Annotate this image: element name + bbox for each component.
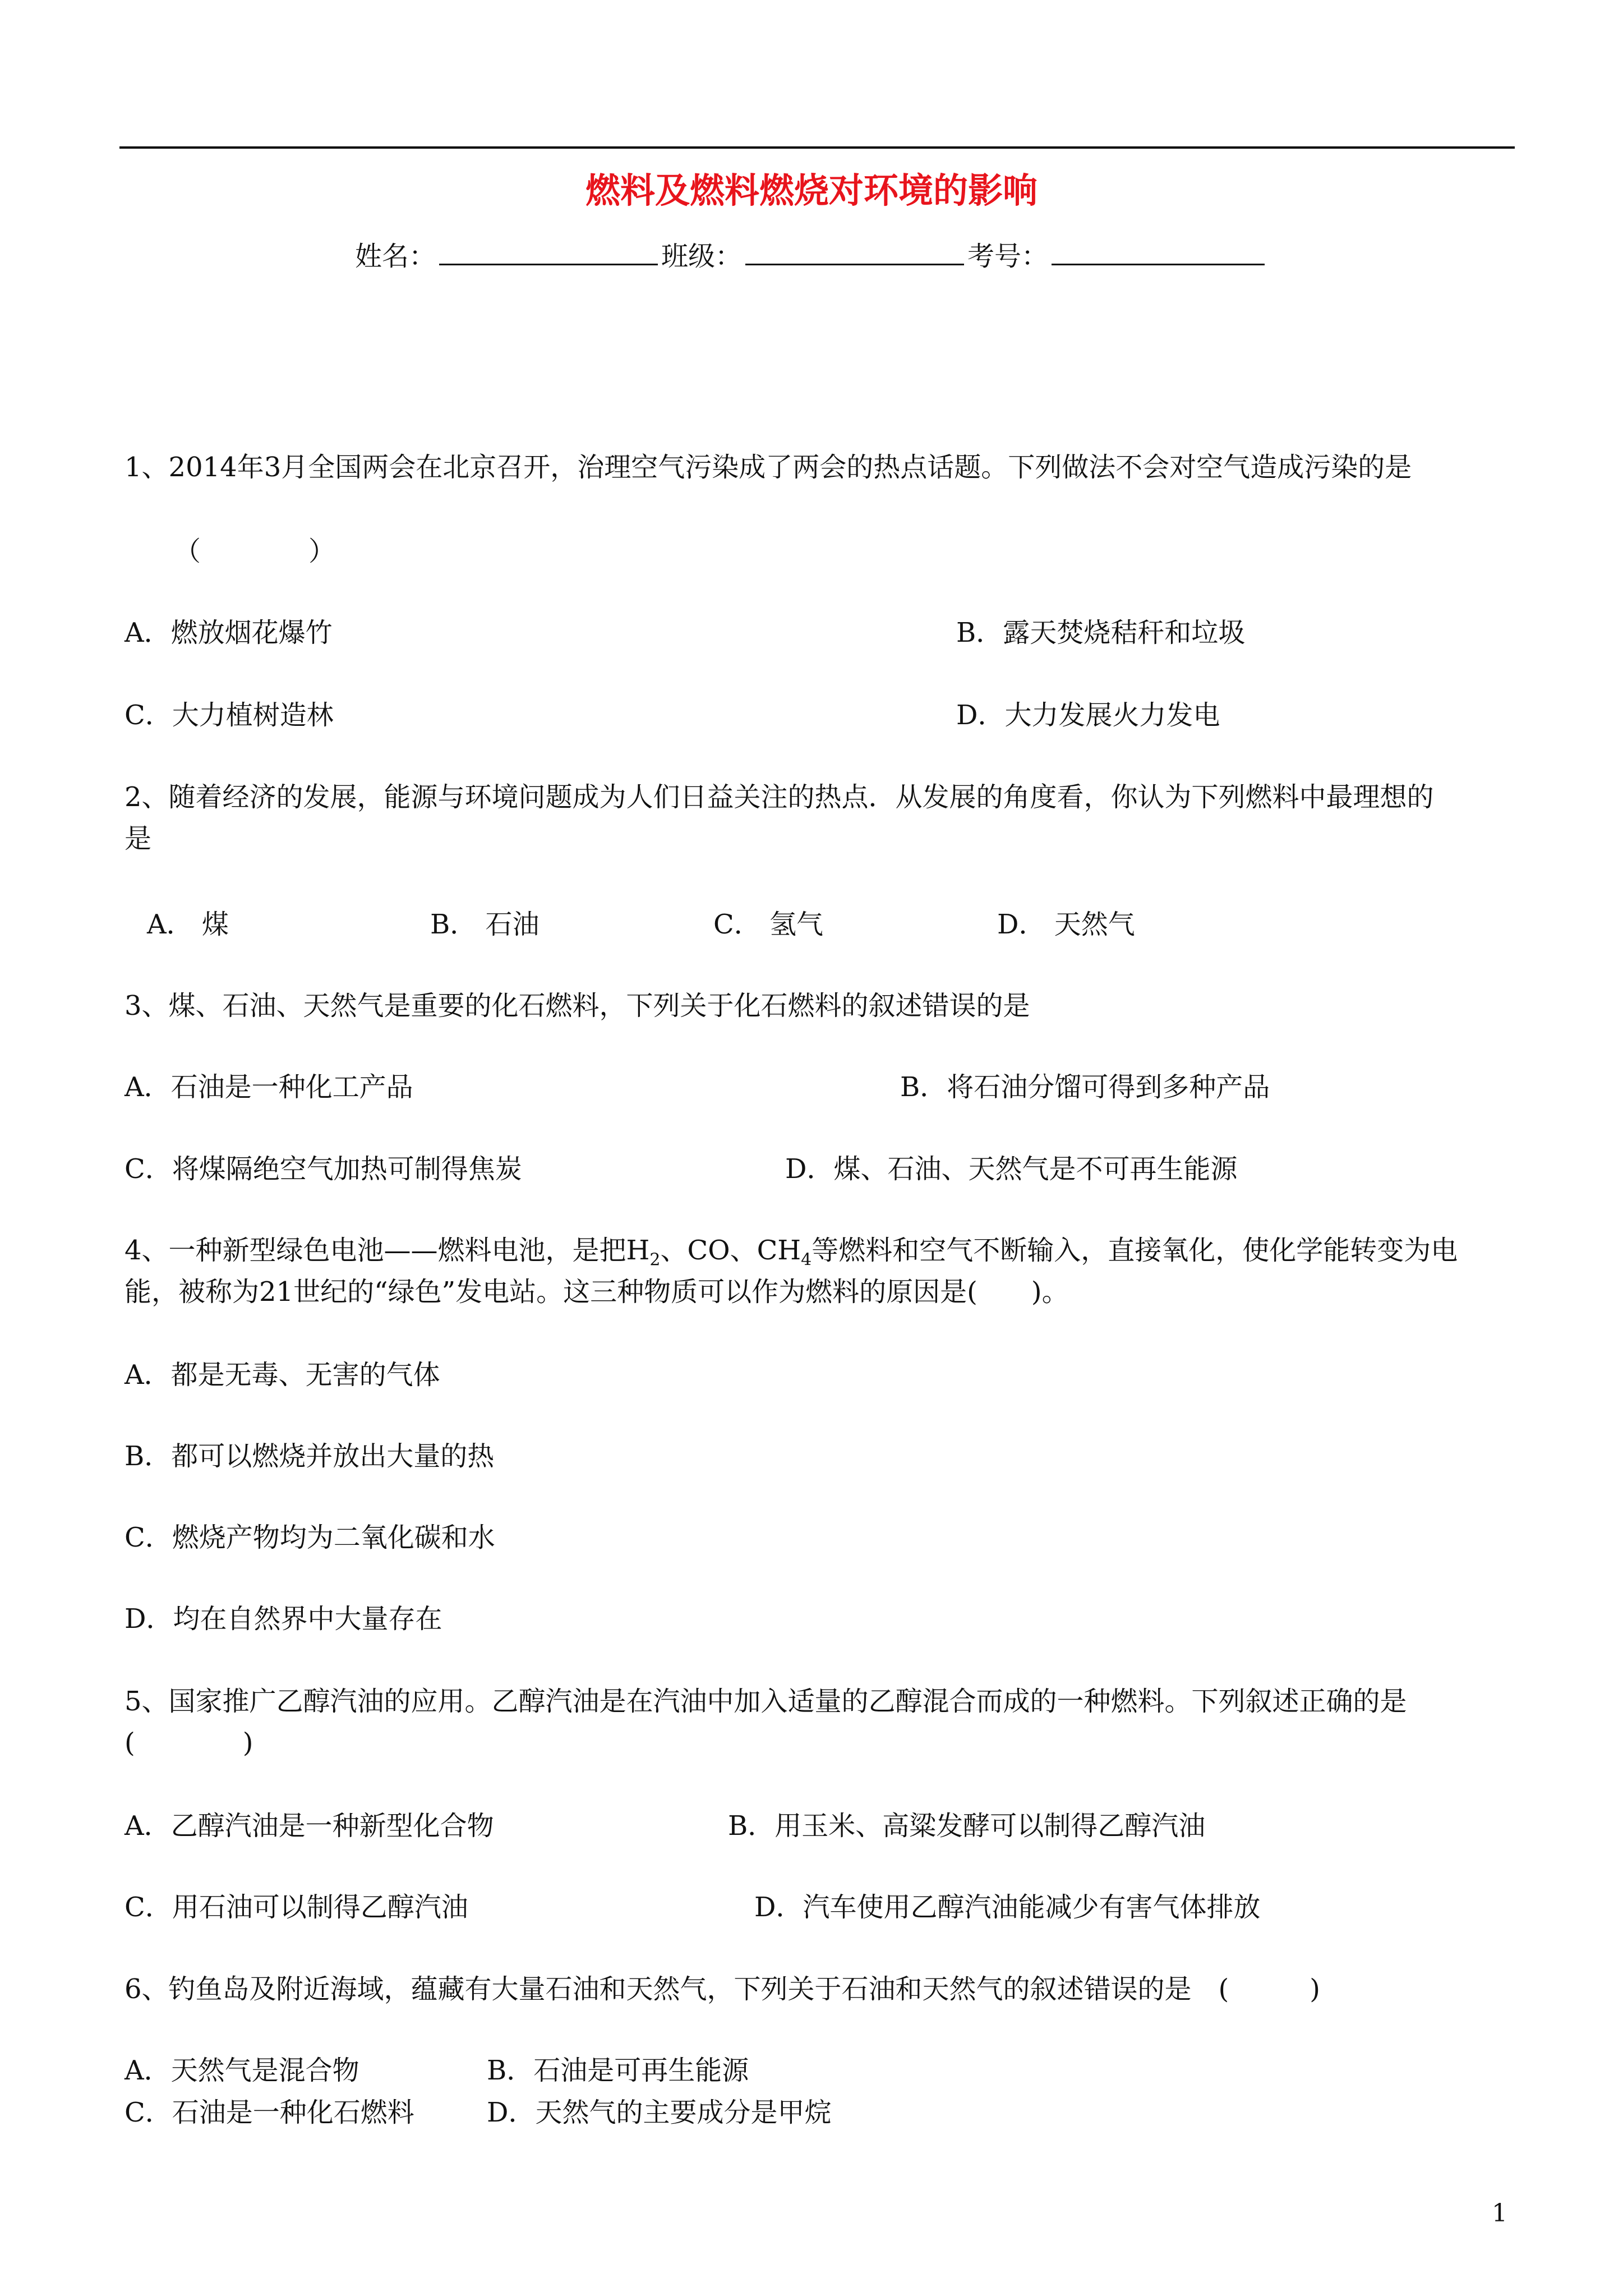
- q4-option-a: A．都是无毒、无害的气体: [125, 1359, 440, 1391]
- q3-option-c: C．将煤隔绝空气加热可制得焦炭: [125, 1153, 522, 1185]
- q4-stem-part3: 等燃料和空气不断输入，直接氧化，使化学能转变为电: [811, 1235, 1458, 1266]
- q5-option-c: C．用石油可以制得乙醇汽油: [125, 1892, 468, 1923]
- q2-option-a: A． 煤: [147, 909, 229, 940]
- student-info-line: [0, 236, 1623, 276]
- q6-stem: 6、钓鱼岛及附近海域，蕴藏有大量石油和天然气，下列关于石油和天然气的叙述错误的是 ( ): [125, 1973, 1320, 2005]
- q4-subscript-h2: 2: [649, 1250, 661, 1270]
- q3-option-b: B．将石油分馏可得到多种产品: [900, 1071, 1270, 1103]
- q1-option-c: C．大力植树造林: [125, 700, 334, 731]
- q6-option-c: C．石油是一种化石燃料: [125, 2097, 414, 2128]
- q3-option-d: D．煤、石油、天然气是不可再生能源: [785, 1153, 1238, 1185]
- header-rule: [119, 146, 1515, 149]
- q6-option-b: B．石油是可再生能源: [487, 2055, 749, 2086]
- q3-option-a: A．石油是一种化工产品: [125, 1071, 413, 1103]
- q1-stem: 1、2014年3月全国两会在北京召开，治理空气污染成了两会的热点话题。下列做法不会对空气造成污染的是: [125, 452, 1412, 483]
- q2-option-d: D． 天然气: [997, 909, 1135, 940]
- class-blank: [745, 236, 964, 265]
- q2-stem-line2: 是: [125, 823, 152, 854]
- q5-stem-line1: 5、国家推广乙醇汽油的应用。乙醇汽油是在汽油中加入适量的乙醇混合而成的一种燃料。下列叙述正确的是: [125, 1686, 1407, 1717]
- q4-stem-part1: 4、一种新型绿色电池——燃料电池，是把H: [125, 1235, 650, 1266]
- q5-option-b: B．用玉米、高粱发酵可以制得乙醇汽油: [728, 1810, 1206, 1842]
- q2-option-b: B． 石油: [430, 909, 540, 940]
- name-blank: [439, 236, 658, 265]
- q2-stem-line1: 2、随着经济的发展，能源与环境问题成为人们日益关注的热点．从发展的角度看，你认为下列燃料中最理想的: [125, 781, 1434, 813]
- q6-option-d: D．天然气的主要成分是甲烷: [487, 2097, 832, 2128]
- page-title: 燃料及燃料燃烧对环境的影响: [585, 170, 1038, 211]
- q4-stem-line2: 能，被称为21世纪的“绿色”发电站。这三种物质可以作为燃料的原因是( )。: [125, 1276, 1069, 1308]
- q3-stem: 3、煤、石油、天然气是重要的化石燃料，下列关于化石燃料的叙述错误的是: [125, 990, 1030, 1022]
- q5-option-d: D．汽车使用乙醇汽油能减少有害气体排放: [754, 1892, 1261, 1923]
- q4-subscript-ch4: 4: [801, 1250, 812, 1270]
- q5-option-a: A．乙醇汽油是一种新型化合物: [125, 1810, 494, 1842]
- exam-no-label: 考号：: [967, 241, 1049, 272]
- page-number: 1: [1492, 2199, 1507, 2228]
- class-label: 班级：: [661, 241, 742, 272]
- exam-no-blank: [1052, 236, 1265, 265]
- q1-bracket: （ ）: [174, 536, 336, 567]
- q6-option-a: A．天然气是混合物: [125, 2055, 359, 2086]
- q4-option-b: B．都可以燃烧并放出大量的热: [125, 1441, 495, 1472]
- q2-option-c: C． 氢气: [713, 909, 823, 940]
- q4-stem-line1: [125, 1229, 1458, 1272]
- q4-option-c: C．燃烧产物均为二氧化碳和水: [125, 1522, 495, 1553]
- q1-option-a: A．燃放烟花爆竹: [125, 617, 333, 648]
- q1-option-d: D．大力发展火力发电: [956, 700, 1220, 731]
- q4-option-d: D．均在自然界中大量存在: [125, 1603, 442, 1635]
- q5-stem-line2: ( ): [125, 1727, 253, 1759]
- q1-option-b: B．露天焚烧秸秆和垃圾: [956, 617, 1246, 648]
- name-label: 姓名：: [354, 241, 436, 272]
- q4-stem-part2: 、CO、CH: [660, 1235, 801, 1266]
